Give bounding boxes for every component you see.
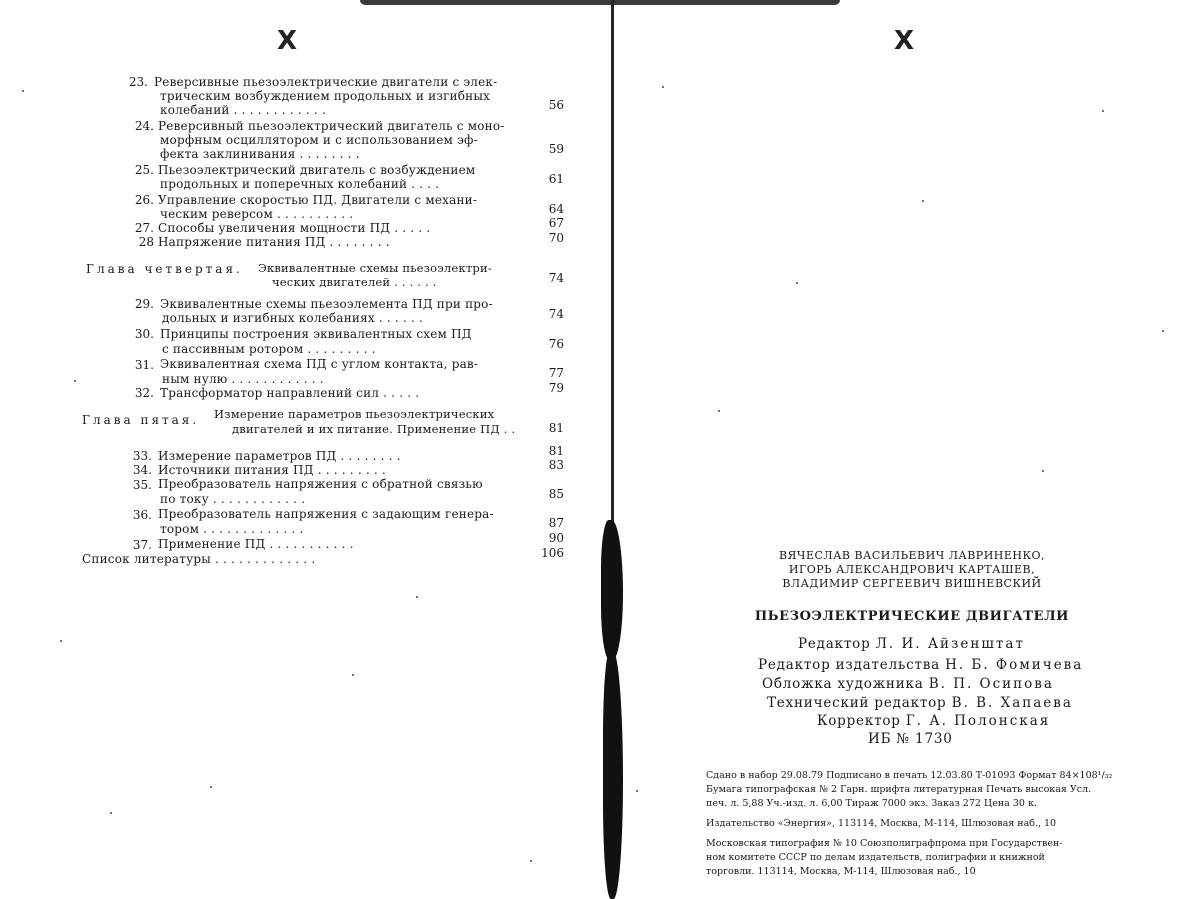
scan-speck (530, 860, 532, 862)
toc-page: 74 (548, 307, 564, 321)
cross-mark: X (894, 26, 915, 56)
staff-role: Редактор (798, 636, 871, 652)
scan-speck (60, 640, 62, 642)
toc-num: 36. (132, 508, 152, 522)
toc-page: 76 (548, 337, 564, 351)
toc-num: 35. (132, 478, 152, 492)
toc-text: колебаний . . . . . . . . . . . . (160, 103, 326, 117)
toc-page: 59 (548, 142, 564, 156)
toc-page: 56 (548, 98, 564, 112)
toc-num: 29. (134, 297, 154, 311)
toc-page: 90 (548, 531, 564, 545)
author-name: ИГОРЬ АЛЕКСАНДРОВИЧ КАРТАШЕВ, (788, 563, 1036, 576)
staff-role: Обложка художника (762, 676, 924, 692)
scan-speck (796, 282, 798, 284)
staff-name: В. В. Хапаева (951, 695, 1073, 711)
toc-text: Преобразователь напряжения с задающим генера- (158, 507, 494, 521)
toc-text: по току . . . . . . . . . . . . (160, 492, 306, 506)
imprint-line: Сдано в набор 29.08.79 Подписано в печать 12.03.80 Т-01093 Формат 84×108¹/₃₂ (706, 770, 1113, 781)
author-name: ВЯЧЕСЛАВ ВАСИЛЬЕВИЧ ЛАВРИНЕНКО, (778, 549, 1046, 562)
book-title: ПЬЕЗОЭЛЕКТРИЧЕСКИЕ ДВИГАТЕЛИ (754, 609, 1070, 624)
scan-speck (74, 380, 76, 382)
scan-speck (22, 90, 24, 92)
toc-text: Преобразователь напряжения с обратной связью (158, 477, 483, 491)
toc-text: Эквивалентная схема ПД с углом контакта, рав- (160, 357, 479, 371)
chapter-title: Измерение параметров пьезоэлектрических (214, 407, 495, 421)
scan-speck (718, 410, 720, 412)
toc-num: 37. (132, 538, 152, 552)
toc-page: 77 (548, 366, 564, 380)
toc-page: 106 (541, 546, 564, 560)
toc-page: 74 (548, 271, 564, 285)
toc-text: продольных и поперечных колебаний . . . . (160, 177, 440, 191)
imprint-line: торговли. 113114, Москва, М-114, Шлюзовая наб., 10 (706, 866, 976, 877)
toc-text: Список литературы . . . . . . . . . . . . . (82, 552, 316, 566)
scan-speck (1042, 470, 1044, 472)
imprint-line: Бумага типографская № 2 Гарн. шрифта литературная Печать высокая Усл. (706, 784, 1092, 795)
imprint-line: Издательство «Энергия», 113114, Москва, М-114, Шлюзовая наб., 10 (706, 818, 1057, 829)
toc-text: Напряжение питания ПД . . . . . . . . (158, 235, 390, 249)
toc-page: 81 (548, 421, 564, 435)
scan-speck (352, 674, 354, 676)
ib-number: ИБ № 1730 (868, 731, 953, 747)
staff-role: Редактор издательства (758, 657, 940, 673)
toc-page: 67 (548, 216, 564, 230)
toc-text: ным нулю . . . . . . . . . . . . (162, 372, 324, 386)
scan-speck (662, 86, 664, 88)
toc-text: Реверсивные пьезоэлектрические двигатели с элек- (154, 75, 498, 89)
toc-num: 33. (132, 449, 152, 463)
spine-blot (603, 650, 623, 899)
scan-speck (1102, 110, 1104, 112)
imprint-line: печ. л. 5,88 Уч.-изд. л. 6,00 Тираж 7000 экз. Заказ 272 Цена 30 к. (706, 798, 1037, 809)
book-spine (607, 0, 623, 899)
toc-text: ческим реверсом . . . . . . . . . . (160, 207, 354, 221)
scan-speck (1162, 330, 1164, 332)
toc-text: дольных и изгибных колебаниях . . . . . . (162, 311, 424, 325)
staff-name: Л. И. Айзенштат (875, 636, 1025, 652)
toc-page: 64 (548, 202, 564, 216)
chapter-label: Глава четвертая. (86, 262, 243, 276)
spine-blot (601, 520, 623, 660)
imprint-line: Московская типография № 10 Союзполиграфпрома при Государствен- (706, 838, 1063, 849)
toc-text: морфным осциллятором и с использованием эф- (160, 133, 478, 147)
chapter-title: ческих двигателей . . . . . . (272, 275, 437, 289)
toc-page: 87 (548, 516, 564, 530)
staff-name: Н. Б. Фомичева (945, 657, 1084, 673)
scan-speck (636, 790, 638, 792)
toc-num: 23. (128, 75, 148, 89)
toc-page: 81 (548, 444, 564, 458)
toc-num: 27. (134, 221, 154, 235)
toc-text: трическим возбуждением продольных и изгибных (160, 89, 491, 103)
toc-text: Реверсивный пьезоэлектрический двигатель с моно- (158, 119, 505, 133)
scan-speck (416, 596, 418, 598)
staff-role: Технический редактор (767, 695, 947, 711)
staff-name: В. П. Осипова (928, 676, 1054, 692)
chapter-label: Глава пятая. (82, 413, 200, 427)
toc-text: Пьезоэлектрический двигатель с возбуждением (158, 163, 476, 177)
cross-mark: X (277, 26, 298, 56)
toc-num: 32. (134, 386, 154, 400)
scan-speck (110, 812, 112, 814)
toc-page: 79 (548, 381, 564, 395)
toc-text: фекта заклинивания . . . . . . . . (160, 147, 360, 161)
toc-text: Принципы построения эквивалентных схем ПД (160, 327, 472, 341)
toc-num: 26. (134, 193, 154, 207)
staff-line (758, 657, 1083, 673)
toc-num: 34. (132, 463, 152, 477)
toc-text: с пассивным ротором . . . . . . . . . (162, 342, 376, 356)
chapter-title: Эквивалентные схемы пьезоэлектри- (258, 261, 492, 275)
chapter-title: двигателей и их питание. Применение ПД . . (232, 422, 516, 436)
toc-text: тором . . . . . . . . . . . . . (160, 522, 304, 536)
author-name: ВЛАДИМИР СЕРГЕЕВИЧ ВИШНЕВСКИЙ (782, 577, 1042, 590)
toc-text: Способы увеличения мощности ПД . . . . . (158, 221, 431, 235)
staff-role: Корректор (817, 713, 901, 729)
staff-line (817, 713, 1050, 729)
toc-page: 70 (548, 231, 564, 245)
toc-text: Эквивалентные схемы пьезоэлемента ПД при про- (160, 297, 493, 311)
toc-page: 85 (548, 487, 564, 501)
staff-line (767, 695, 1073, 711)
toc-num: 24. (134, 119, 154, 133)
staff-line (798, 636, 1025, 652)
toc-text: Применение ПД . . . . . . . . . . . (158, 537, 354, 551)
toc-page: 83 (548, 458, 564, 472)
scan-speck (210, 786, 212, 788)
toc-text: Управление скоростью ПД. Двигатели с механи- (158, 193, 478, 207)
toc-num: 30. (134, 327, 154, 341)
toc-page: 61 (548, 172, 564, 186)
staff-line (762, 676, 1054, 692)
imprint-line: ном комитете СССР по делам издательств, полиграфии и книжной (706, 852, 1045, 863)
right-page (622, 0, 1200, 899)
toc-num: 25. (134, 163, 154, 177)
toc-num: 31. (134, 358, 154, 372)
scan-speck (922, 200, 924, 202)
staff-name: Г. А. Полонская (905, 713, 1051, 729)
toc-text: Источники питания ПД . . . . . . . . . (158, 463, 386, 477)
authors-block (752, 549, 1072, 591)
toc-text: Трансформатор направлений сил . . . . . (160, 386, 420, 400)
toc-text: Измерение параметров ПД . . . . . . . . (158, 449, 401, 463)
toc-num: 28 (138, 235, 154, 249)
